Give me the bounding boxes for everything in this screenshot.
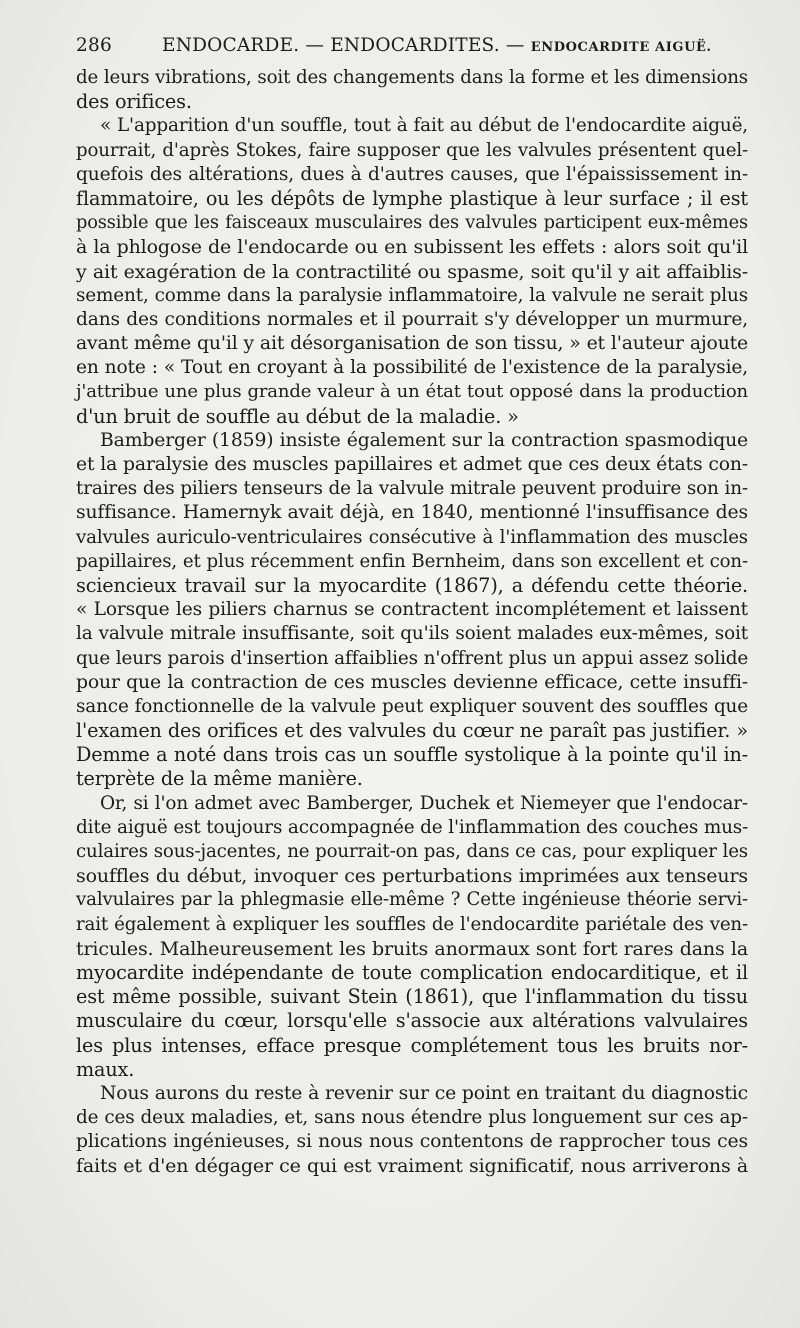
page-number: 286 xyxy=(76,35,112,56)
text-line: « Lorsque les piliers charnus se contractent incomplétement et laissent xyxy=(76,599,748,621)
text-line: faits et d'en dégager ce qui est vraiment significatif, nous arriverons à xyxy=(76,1155,748,1178)
running-title-text: ENDOCARDE. — ENDOCARDITES. — xyxy=(162,35,525,56)
text-line: avant même qu'il y ait désorganisation de son tissu, » et l'auteur ajoute xyxy=(76,333,748,355)
text-line: sement, comme dans la paralysie inflammatoire, la valvule ne serait plus xyxy=(76,284,748,306)
text-line: musculaire du cœur, lorsqu'elle s'associe aux altérations valvulaires xyxy=(76,1009,748,1033)
body-text xyxy=(76,66,748,1179)
text-line: traires des piliers tenseurs de la valvule mitrale peuvent produire son in- xyxy=(76,478,748,500)
text-line: quefois des altérations, dues à d'autres causes, que l'épaississement in- xyxy=(76,163,748,185)
text-line: pour que la contraction de ces muscles devienne efficace, cette insuffi- xyxy=(76,671,748,693)
page-header xyxy=(76,32,748,60)
text-line: l'examen des orifices et des valvules du cœur ne paraît pas justifier. » xyxy=(76,719,748,743)
section-title: ENDOCARDITE AIGUË. xyxy=(530,40,712,55)
text-line: de ces deux maladies, et, sans nous étendre plus longuement sur ces ap- xyxy=(76,1107,748,1129)
text-line: flammatoire, ou les dépôts de lymphe plastique à leur surface ; il est xyxy=(76,186,748,210)
text-line: en note : « Tout en croyant à la possibilité de l'existence de la paralysie, xyxy=(76,357,748,379)
text-line: tricules. Malheureusement les bruits anormaux sont fort rares dans la xyxy=(76,937,748,960)
text-line: j'attribue une plus grande valeur à un état tout opposé dans la production xyxy=(76,381,748,403)
text-line: myocardite indépendante de toute complication endocarditique, et il xyxy=(76,960,748,984)
text-line: Bamberger (1859) insiste également sur la contraction spasmodique xyxy=(100,429,748,451)
text-line: à la phlogose de l'endocarde ou en subissent les effets : alors soit qu'il xyxy=(76,236,748,259)
text-line: souffles du début, invoquer ces perturbations imprimées aux tenseurs xyxy=(76,865,748,888)
text-line: plications ingénieuses, si nous nous contentons de rapprocher tous ces xyxy=(76,1131,748,1153)
text-line: possible que les faisceaux musculaires des valvules participent eux-mêmes xyxy=(76,212,748,234)
text-line: « L'apparition d'un souffle, tout à fait au début de l'endocardite aiguë, xyxy=(100,115,748,137)
text-line: que leurs parois d'insertion affaiblies n'offrent plus un appui assez solide xyxy=(76,647,749,669)
text-line: de leurs vibrations, soit des changements dans la forme et les dimensions xyxy=(76,67,748,88)
text-line: papillaires, et plus récemment enfin Bernheim, dans son excellent et con- xyxy=(76,550,748,572)
running-title xyxy=(162,32,712,62)
text-line: sance fonctionnelle de la valvule peut expliquer souvent des souffles que xyxy=(76,695,748,717)
text-line: dite aiguë est toujours accompagnée de l'inflammation des couches mus- xyxy=(76,816,749,838)
text-line: est même possible, suivant Stein (1861), que l'inflammation du tissu xyxy=(76,985,748,1009)
text-line: rait également à expliquer les souffles de l'endocardite pariétale des ven- xyxy=(76,913,748,935)
text-line: culaires sous-jacentes, ne pourrait-on pas, dans ce cas, pour expliquer les xyxy=(76,841,748,862)
text-line: des orifices. xyxy=(76,90,192,114)
text-line: sciencieux travail sur la myocardite (1867), a défendu cette théorie. xyxy=(76,573,748,597)
text-line: valvules auriculo-ventriculaires consécutive à l'inflammation des muscles xyxy=(76,526,748,548)
text-line: et la paralysie des muscles papillaires et admet que ces deux états con- xyxy=(76,454,748,475)
text-line: pourrait, d'après Stokes, faire supposer que les valvules présentent quel- xyxy=(76,139,748,161)
text-line: maux. xyxy=(76,1057,135,1081)
text-line: d'un bruit de souffle au début de la maladie. » xyxy=(76,404,519,428)
text-line: Nous aurons du reste à revenir sur ce point en traitant du diagnostic xyxy=(100,1082,748,1104)
text-line: les plus intenses, efface presque complétement tous les bruits nor- xyxy=(76,1033,748,1057)
text-line: la valvule mitrale insuffisante, soit qu'ils soient malades eux-mêmes, soit xyxy=(76,623,748,645)
text-line: Or, si l'on admet avec Bamberger, Duchek et Niemeyer que l'endocar- xyxy=(100,792,748,814)
text-line: terprète de la même manière. xyxy=(76,767,363,791)
text-line: valvulaires par la phlegmasie elle-même ? Cette ingénieuse théorie servi- xyxy=(76,889,748,911)
text-line: suffisance. Hamernyk avait déjà, en 1840, mentionné l'insuffisance des xyxy=(76,502,748,524)
text-line: dans des conditions normales et il pourrait s'y développer un murmure, xyxy=(76,308,748,330)
text-line: Demme a noté dans trois cas un souffle systolique à la pointe qu'il in- xyxy=(76,743,748,767)
text-line: y ait exagération de la contractilité ou spasme, soit qu'il y ait affaiblis- xyxy=(76,260,748,283)
